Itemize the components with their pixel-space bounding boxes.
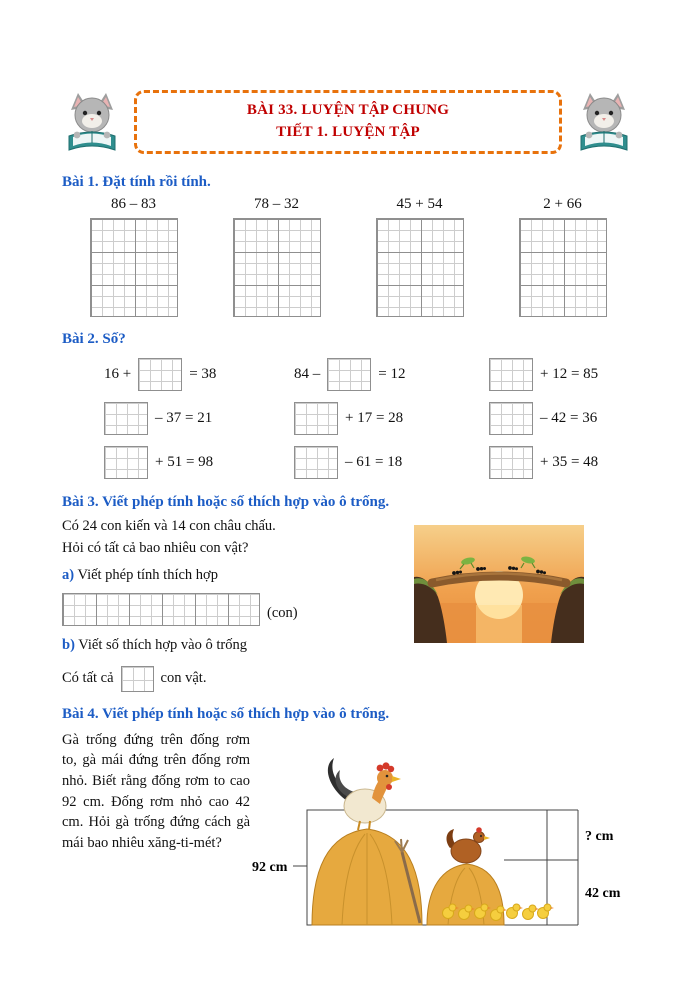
equation-text-right: + 51 = 98	[155, 454, 214, 470]
ex2-heading: Bài 2. Số?	[62, 331, 126, 347]
part-b-label: b)	[62, 637, 75, 654]
ex2-equations	[62, 357, 634, 480]
calc-grid[interactable]	[233, 218, 321, 317]
height-label-small: 42 cm	[585, 885, 621, 901]
answer-box[interactable]	[104, 402, 148, 435]
equation	[294, 401, 489, 436]
equation-text-right: – 42 = 36	[540, 410, 598, 426]
answer-box[interactable]	[327, 358, 371, 391]
height-label-question: ? cm	[585, 828, 614, 844]
equation	[104, 357, 294, 392]
equation-text-right: – 61 = 18	[345, 454, 403, 470]
ex3-part-b	[62, 635, 414, 656]
equation	[104, 445, 294, 480]
equation-text-right: = 12	[378, 366, 406, 382]
equation	[489, 401, 634, 436]
ex3-body	[62, 515, 634, 692]
problem-column	[491, 196, 634, 317]
lesson-title-line2: TIẾT 1. LUYỆN TẬP	[276, 124, 420, 140]
answer-suffix: con vật.	[160, 670, 207, 687]
problem-expression: 78 – 32	[254, 196, 299, 212]
equation-text-right: + 17 = 28	[345, 410, 404, 426]
ants-bridge-illustration	[414, 525, 584, 643]
part-b-text: Viết số thích hợp vào ô trống	[78, 637, 247, 654]
lesson-title-box	[134, 90, 562, 154]
calc-grid[interactable]	[376, 218, 464, 317]
equation-text-right: – 37 = 21	[155, 410, 213, 426]
answer-box[interactable]	[121, 666, 154, 692]
ex4-problem-text: Gà trống đứng trên đống rơm to, gà mái đứng trên đống rơm nhỏ. Biết rằng đống rơm to cao 92 cm. Đống rơm nhỏ cao 42 cm. Hỏi gà trống đứng cách gà mái bao nhiêu xăng-ti-mét?	[62, 731, 250, 851]
equation	[294, 357, 489, 392]
cat-reading-icon	[62, 90, 122, 154]
unit-label: (con)	[267, 604, 298, 621]
ex3-text-column	[62, 515, 414, 692]
equation-text-left: 84 –	[294, 366, 321, 382]
haystack-diagram	[252, 730, 632, 936]
equation	[104, 401, 294, 436]
part-a-label: a)	[62, 566, 75, 583]
hen	[447, 827, 490, 863]
ex3-statement-1: Có 24 con kiến và 14 con châu chấu.	[62, 518, 276, 534]
ex3-statement-2: Hỏi có tất cả bao nhiêu con vật?	[62, 540, 249, 557]
ex3-heading: Bài 3. Viết phép tính hoặc số thích hợp vào ô trống.	[62, 494, 390, 510]
ex4-heading: Bài 4. Viết phép tính hoặc số thích hợp vào ô trống.	[62, 705, 390, 722]
ex3-calc-row	[62, 593, 414, 626]
problem-expression: 86 – 83	[111, 196, 156, 212]
answer-box[interactable]	[138, 358, 182, 391]
ex3-part-a	[62, 565, 414, 586]
equation	[294, 445, 489, 480]
problem-column	[205, 196, 348, 317]
height-label-big: 92 cm	[252, 859, 288, 875]
answer-box[interactable]	[489, 358, 533, 391]
part-a-text: Viết phép tính thích hợp	[77, 566, 218, 583]
rooster	[328, 758, 401, 830]
equation-text-right: + 35 = 48	[540, 454, 599, 470]
answer-box[interactable]	[489, 402, 533, 435]
equation-text-right: + 12 = 85	[540, 366, 599, 382]
worksheet-header	[62, 90, 634, 154]
equation	[489, 445, 634, 480]
expression-grid[interactable]	[62, 593, 260, 626]
equation-text-left: 16 +	[104, 366, 132, 382]
cat-reading-icon	[574, 90, 634, 154]
answer-box[interactable]	[489, 446, 533, 479]
answer-box[interactable]	[294, 446, 338, 479]
problem-column	[348, 196, 491, 317]
problem-expression: 45 + 54	[396, 196, 443, 212]
calc-grid[interactable]	[519, 218, 607, 317]
answer-box[interactable]	[294, 402, 338, 435]
problem-expression: 2 + 66	[543, 196, 582, 212]
problem-column	[62, 196, 205, 317]
lesson-title-line1: BÀI 33. LUYỆN TẬP CHUNG	[246, 102, 450, 119]
answer-prefix: Có tất cả	[62, 670, 114, 687]
equation-text-right: = 38	[189, 366, 217, 382]
equation	[489, 357, 634, 392]
ex1-problems	[62, 196, 634, 317]
ex3-answer-row	[62, 666, 414, 692]
answer-box[interactable]	[104, 446, 148, 479]
ex1-heading: Bài 1. Đặt tính rồi tính.	[62, 174, 211, 190]
ex4-body	[62, 730, 634, 936]
calc-grid[interactable]	[90, 218, 178, 317]
